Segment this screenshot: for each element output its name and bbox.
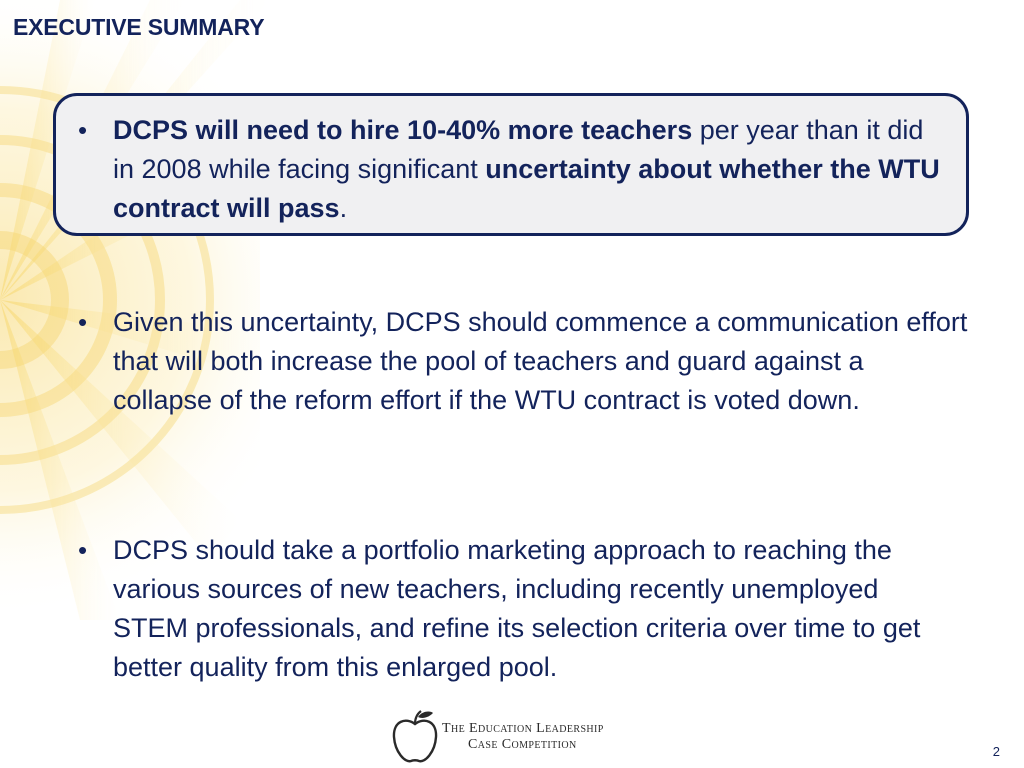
bullet-item-hiring-need: [78, 111, 948, 228]
bullet-item-portfolio-marketing: [78, 531, 968, 731]
bullet-item-communication-effort: [78, 303, 968, 463]
logo-text-prefix: The: [442, 721, 466, 736]
logo-text-line2: Case Competition: [468, 737, 577, 752]
apple-icon: [390, 708, 440, 764]
slide-title: EXECUTIVE SUMMARY: [13, 14, 265, 40]
bullet-dot-icon: •: [78, 115, 88, 145]
logo-text-line1: [442, 721, 604, 737]
bullet-text: Given this uncertainty, DCPS should commence a communication effort that will both increase the pool of teachers and guard against a collapse of the reform effort if the WTU contract is voted down.: [113, 307, 968, 415]
logo-text-main: Education Leadership: [469, 721, 604, 736]
bullet-text: [113, 111, 943, 228]
bullet-text-middle: per year than it did in 2008 while facing significant: [113, 115, 924, 184]
bullet-dot-icon: •: [78, 535, 88, 565]
bullet-bold-tail: uncertainty about whether the WTU contract will pass: [113, 154, 940, 223]
bullet-text: DCPS should take a portfolio marketing approach to reaching the various sources of new teachers, including recently unemployed STEM professionals, and refine its selection criteria over time to get better quality from this enlarged pool.: [113, 535, 921, 682]
page-number: 2: [992, 744, 1000, 759]
bullet-text-end: .: [339, 193, 348, 223]
bullet-dot-icon: •: [78, 307, 88, 337]
bullet-bold-lead: DCPS will need to hire 10-40% more teachers: [113, 115, 693, 145]
education-leadership-logo: [390, 708, 650, 764]
